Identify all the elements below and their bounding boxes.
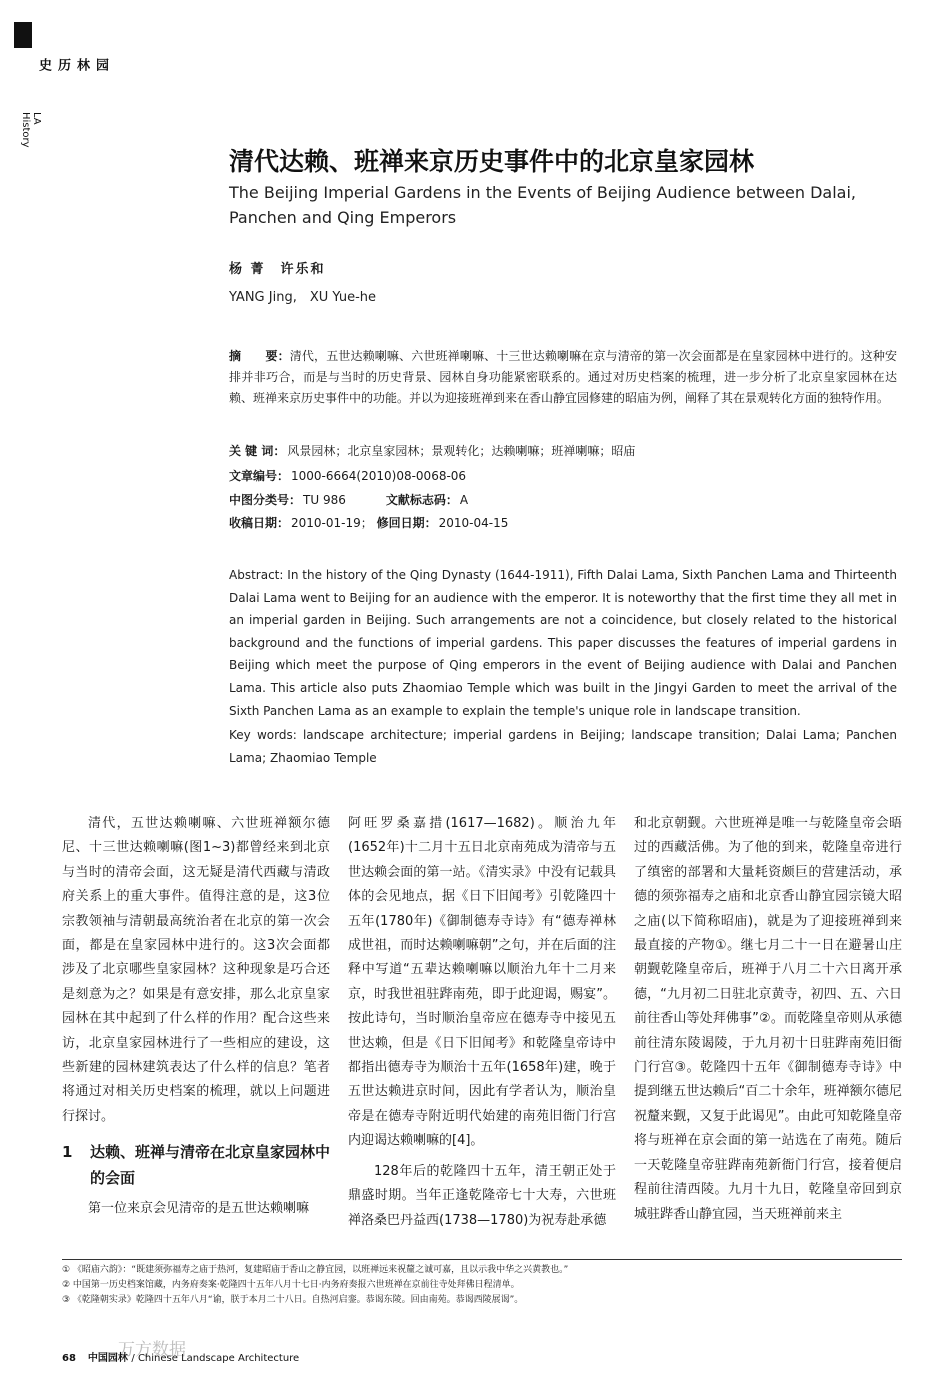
body-paragraph: 和北京朝觐。六世班禅是唯一与乾隆皇帝会晤过的西藏活佛。为了他的到来，乾隆皇帝进行了缜密的部署和大量耗资颇巨的营建活动，承德的须弥福寿之庙和北京香山静宜园宗镜大昭之庙(以下简称昭庙)，就是为了迎接班禅到来最直接的产物①。继七月二十一日在避暑山庄朝觐乾隆皇帝后，班禅于八月二十六日离开承德，“九月初二日驻北京黄寺，初四、五、六日前往香山等处拜佛事”②。而乾隆皇帝则从承德前往清东陵谒陵，于九月初十日驻跸南苑旧衙门行宫③。乾隆四十五年《御制德寿寺诗》中提到继五世达赖后“百二十余年，班禅额尔德尼祝釐来觐，又复于此谒见”。由此可知乾隆皇帝将与班禅在京会面的第一站选在了南苑。随后一天乾隆皇帝驻跸南苑新衙门行宫，接着便启程前往清西陵。九月十九日，乾隆皇帝回到京城驻跸香山静宜园，当天班禅前来主 [634,816,902,1222]
footnote-divider [62,1259,902,1260]
abstract-cn [229,346,897,409]
keywords-en-text: landscape architecture; imperial gardens in Beijing; landscape transition; Dalai Lama; Panchen Lama; Zhaomiao Temple [229,728,897,765]
section-number: 1 [62,1143,73,1162]
body-paragraph: 128年后的乾隆四十五年，清王朝正处于鼎盛时期。当年正逢乾隆帝七十大寿，六世班禅洛桑巴丹益西(1738—1780)为祝寿赴承德 [348,1163,616,1228]
class-label: 中图分类号： [229,493,302,507]
section-title: 达赖、班禅与清帝在北京皇家园林中的会面 [90,1143,331,1188]
abstract-en [229,564,897,722]
journal-name-cn: 中国园林 [87,1353,128,1364]
classification [229,491,897,509]
footnote-1: ① 《昭庙六韵》：“既建须弥福寿之庙于热河，复建昭庙于香山之静宜园，以班禅远来祝釐之诚可嘉，且以示我中华之兴黄教也。” [62,1265,569,1275]
abstract-cn-text: 清代，五世达赖喇嘛、六世班禅喇嘛、十三世达赖喇嘛在京与清帝的第一次会面都是在皇家园林中进行的。这种安排并非巧合，而是与当时的历史背景、园林自身功能紧密联系的。通过对历史档案的梳理，进一步分析了北京皇家园林在达赖、班禅来京历史事件中的功能。并以为迎接班禅到来在香山静宜园修建的昭庙为例，阐释了其在景观转化方面的独特作用。 [229,349,897,405]
article-number-label: 文章编号： [229,469,290,483]
keywords-en-label: Key words: [229,728,297,742]
section-marker-block [14,22,32,48]
body-paragraph: 第一位来京会见清帝的是五世达赖喇嘛 [88,1201,310,1217]
section-tag-cn: 园林历史 [36,58,108,72]
page-number: 68 [62,1353,76,1364]
article-number-value: 1000-6664(2010)08-0068-06 [291,469,467,483]
article-title-cn: 清代达赖、班禅来京历史事件中的北京皇家园林 [229,147,755,176]
watermark: 万方数据 [118,1340,186,1360]
abstract-en-label: Abstract: [229,568,284,582]
footnotes [62,1263,902,1308]
received-value: 2010-01-19； [291,516,373,530]
section-tag-en: LA History [20,112,42,148]
section-heading [62,1139,330,1191]
abstract-en-text: In the history of the Qing Dynasty (1644-1911), Fifth Dalai Lama, Sixth Panchen Lama and Thirteenth Dalai Lama went to Beijing for an audience with the emperor. It is noteworthy that the first time they all met in an imperial garden in Beijing. Such arrangements are not a coincidence, but closely related to the historical background and the functions of imperial gardens. This paper discusses the features of imperial gardens in Beijing which meet the purpose of Qing emperors in the event of Beijing audience with Dalai and Panchen Lama. This article also puts Zhaomiao Temple which was built in the Jingyi Garden to meet the arrival of the Sixth Panchen Lama as an example to explain the temple's unique role in landscape transition. [229,568,897,718]
doc-code-value: A [459,493,469,507]
journal-name-en: / Chinese Landscape Architecture [131,1353,300,1364]
dates [229,514,897,532]
footnote-2: ② 中国第一历史档案馆藏，内务府奏案·乾隆四十五年八月十七日·内务府奏报六世班禅在京前往寺处拜佛日程清单。 [62,1280,520,1290]
body-column-3 [634,812,902,1227]
class-value: TU 986 [303,493,346,507]
body-column-1 [62,812,330,1222]
article-title-en: The Beijing Imperial Gardens in the Events of Beijing Audience between Dalai, Panchen and Qing Emperors [229,183,857,227]
keywords-cn-label: 关 键 词： [229,444,286,458]
authors-en: YANG Jing, XU Yue-he [229,290,376,305]
keywords-cn-text: 风景园林；北京皇家园林；景观转化；达赖喇嘛；班禅喇嘛；昭庙 [287,444,636,458]
revised-value: 2010-04-15 [438,516,509,530]
footnote-3: ③ 《乾隆朝实录》乾隆四十五年八月“谕，朕于本月二十八日。自热河启銮。恭谒东陵。回由南苑。恭谒西陵展谒”。 [62,1295,524,1305]
doc-code-label: 文献标志码： [385,493,458,507]
keywords-en [229,724,897,769]
received-label: 收稿日期： [229,516,290,530]
revised-label: 修回日期： [376,516,437,530]
article-number [229,467,897,485]
authors-cn: 杨 菁 许乐和 [229,262,326,277]
body-paragraph: 清代，五世达赖喇嘛、六世班禅额尔德尼、十三世达赖喇嘛(图1~3)都曾经来到北京与当时的清帝会面，这无疑是清代西藏与清政府关系上的重大事件。值得注意的是，这3位宗教领袖与清朝最高统治者在北京的第一次会面，都是在皇家园林中进行的。这3次会面都涉及了北京哪些皇家园林？这种现象是巧合还是刻意为之？如果是有意安排，那么北京皇家园林在其中起到了什么样的作用？配合这些来访，北京皇家园林进行了一些相应的建设，这些新建的园林建筑表达了什么样的信息？笔者将通过对相关历史档案的梳理，就以上问题进行探讨。 [62,816,330,1124]
body-column-2 [348,812,616,1233]
abstract-cn-label: 摘 要： [229,349,290,363]
keywords-cn [229,442,897,460]
page-footer [62,1349,299,1364]
body-paragraph: 阿旺罗桑嘉措(1617—1682)。顺治九年(1652年)十二月十五日北京南苑成为清帝与五世达赖会面的第一站。《清实录》中没有记载具体的会见地点，据《日下旧闻考》引乾隆四十五年(1780年)《御制德寿寺诗》有“德寿禅林成世祖，而时达赖喇嘛朝”之句，并在后面的注释中写道“五辈达赖喇嘛以顺治九年十二月来京，时我世祖驻跸南苑，即于此迎谒，赐宴”。按此诗句，当时顺治皇帝应在德寿寺中接见五世达赖，但是《日下旧闻考》和乾隆皇帝诗中都指出德寿寺为顺治十五年(1658年)建，晚于五世达赖进京时间，因此有学者认为，顺治皇帝是在德寿寺附近明代始建的南苑旧衙门行宫内迎谒达赖喇嘛的[4]。 [348,816,616,1149]
